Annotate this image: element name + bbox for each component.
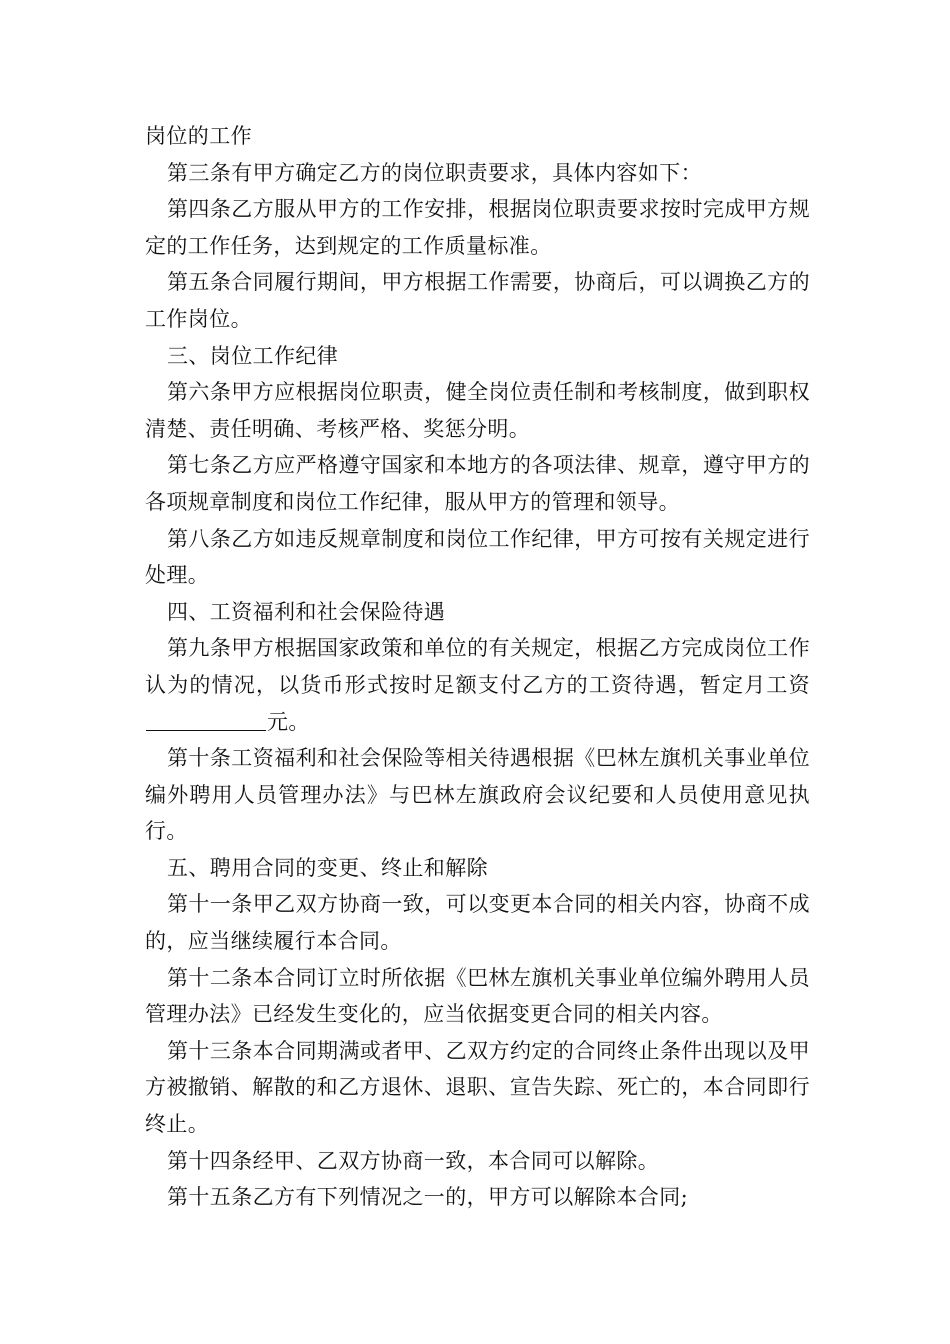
paragraph-article-15: 第十五条乙方有下列情况之一的，甲方可以解除本合同; — [167, 1185, 689, 1210]
salary-clause-unit: 元。 — [267, 709, 310, 734]
paragraph-article-12: 第十二条本合同订立时所依据《巴林左旗机关事业单位编外聘用人员管理办法》已经发生变化的，应当依据变更合同的相关内容。 — [145, 965, 810, 1027]
paragraph-article-9 — [145, 630, 810, 740]
paragraph-article-4: 第四条乙方服从甲方的工作安排，根据岗位职责要求按时完成甲方规定的工作任务，达到规定的工作质量标准。 — [145, 197, 810, 258]
document-body — [145, 118, 810, 1216]
paragraph-article-11: 第十一条甲乙双方协商一致，可以变更本合同的相关内容，协商不成的，应当继续履行本合同。 — [145, 892, 810, 954]
paragraph-article-14: 第十四条经甲、乙双方协商一致，本合同可以解除。 — [167, 1148, 660, 1173]
section-heading-4: 四、工资福利和社会保险待遇 — [167, 599, 446, 624]
paragraph-article-5: 第五条合同履行期间，甲方根据工作需要，协商后，可以调换乙方的工作岗位。 — [145, 270, 810, 331]
salary-clause-text: 第九条甲方根据国家政策和单位的有关规定，根据乙方完成岗位工作认为的情况，以货币形式按时足额支付乙方的工资待遇，暂定月工资 — [145, 636, 810, 697]
paragraph-article-7: 第七条乙方应严格遵守国家和本地方的各项法律、规章，遵守甲方的各项规章制度和岗位工作纪律，服从甲方的管理和领导。 — [145, 453, 810, 514]
salary-blank-line — [146, 710, 266, 731]
paragraph-article-10: 第十条工资福利和社会保险等相关待遇根据《巴林左旗机关事业单位编外聘用人员管理办法》与巴林左旗政府会议纪要和人员使用意见执行。 — [145, 746, 810, 844]
paragraph-article-8: 第八条乙方如违反规章制度和岗位工作纪律，甲方可按有关规定进行处理。 — [145, 526, 810, 588]
paragraph-continuation: 岗位的工作 — [145, 124, 252, 148]
paragraph-article-6: 第六条甲方应根据岗位职责，健全岗位责任制和考核制度，做到职权清楚、责任明确、考核严格、奖惩分明。 — [145, 380, 810, 441]
paragraph-article-13: 第十三条本合同期满或者甲、乙双方约定的合同终止条件出现以及甲方被撤销、解散的和乙方退休、退职、宣告失踪、死亡的，本合同即行终止。 — [145, 1038, 810, 1137]
section-heading-5: 五、聘用合同的变更、终止和解除 — [167, 855, 488, 880]
paragraph-article-3: 第三条有甲方确定乙方的岗位职责要求，具体内容如下： — [167, 160, 702, 185]
section-heading-3: 三、岗位工作纪律 — [167, 343, 339, 368]
